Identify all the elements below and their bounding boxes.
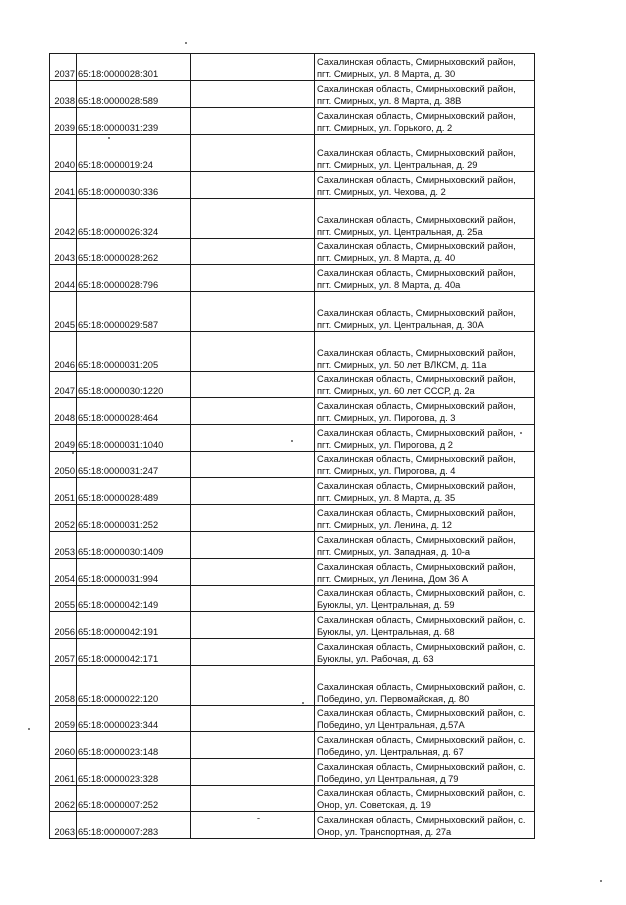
address-line-1: Сахалинская область, Смирныховский район, (317, 241, 516, 252)
scan-speck (108, 137, 110, 139)
cadastral-number: 65:18:0000028:489 (77, 478, 191, 505)
address-line-1: Сахалинская область, Смирныховский район, (317, 374, 516, 385)
cadastral-number: 65:18:0000029:587 (77, 292, 191, 332)
table-row (50, 425, 535, 452)
address-line-2: пгт. Смирных, ул. Пирогова, д. 3 (317, 412, 456, 423)
cadastral-number: 65:18:0000031:239 (77, 108, 191, 135)
address-cell (315, 239, 535, 265)
address-cell (315, 265, 535, 292)
empty-cell (191, 332, 315, 372)
empty-cell (191, 292, 315, 332)
address-line-2: пгт. Смирных, ул. 60 лет СССР, д. 2а (317, 385, 475, 396)
row-number: 2056 (50, 612, 77, 639)
cadastral-number: 65:18:0000031:205 (77, 332, 191, 372)
empty-cell (191, 199, 315, 239)
table-row (50, 199, 535, 239)
empty-cell (191, 759, 315, 786)
address-cell (315, 108, 535, 135)
address-line-1: Сахалинская область, Смирныховский район, (317, 454, 516, 465)
cadastral-number: 65:18:0000042:191 (77, 612, 191, 639)
address-line-2: пгт. Смирных, ул. Ленина, д. 12 (317, 519, 452, 530)
cadastral-number: 65:18:0000031:247 (77, 452, 191, 478)
table-row (50, 559, 535, 586)
address-line-1: Сахалинская область, Смирныховский район, (317, 268, 516, 279)
cadastral-number: 65:18:0000030:1409 (77, 532, 191, 559)
address-cell (315, 639, 535, 666)
address-line-1: Сахалинская область, Смирныховский район, (317, 175, 516, 186)
table-row (50, 532, 535, 559)
address-line-2: Победино, ул Центральная, д.57А (317, 719, 465, 730)
empty-cell (191, 108, 315, 135)
empty-cell (191, 586, 315, 612)
table-row (50, 292, 535, 332)
row-number: 2051 (50, 478, 77, 505)
address-cell (315, 612, 535, 639)
empty-cell (191, 812, 315, 839)
row-number: 2053 (50, 532, 77, 559)
table-row (50, 398, 535, 425)
row-number: 2062 (50, 786, 77, 812)
row-number: 2061 (50, 759, 77, 786)
table-row (50, 372, 535, 398)
cadastral-number: 65:18:0000030:1220 (77, 372, 191, 398)
cadastral-number: 65:18:0000028:796 (77, 265, 191, 292)
row-number: 2047 (50, 372, 77, 398)
table-row (50, 639, 535, 666)
table-row (50, 265, 535, 292)
address-line-2: пгт. Смирных, ул. Пирогова, д. 4 (317, 465, 456, 476)
scan-speck (28, 728, 30, 730)
address-line-1: Сахалинская область, Смирныховский район, (317, 508, 516, 519)
address-line-1: Сахалинская область, Смирныховский район, (317, 348, 516, 359)
empty-cell (191, 478, 315, 505)
cadastral-number: 65:18:0000028:301 (77, 54, 191, 81)
cadastral-number: 65:18:0000031:252 (77, 505, 191, 532)
address-cell (315, 812, 535, 839)
table-row (50, 505, 535, 532)
table-row (50, 666, 535, 706)
address-cell (315, 586, 535, 612)
address-line-1: Сахалинская область, Смирныховский район, с. (317, 615, 526, 626)
scan-speck (72, 452, 74, 454)
row-number: 2046 (50, 332, 77, 372)
cadastral-number: 65:18:0000023:328 (77, 759, 191, 786)
table-row (50, 732, 535, 759)
scan-speck (291, 440, 293, 442)
empty-cell (191, 135, 315, 172)
address-cell (315, 732, 535, 759)
address-line-2: пгт. Смирных, ул. Центральная, д. 30А (317, 319, 484, 330)
address-line-1: Сахалинская область, Смирныховский район, (317, 481, 516, 492)
address-line-2: пгт. Смирных, ул. Пирогова, д 2 (317, 439, 453, 450)
address-line-2: пгт. Смирных, ул. Центральная, д. 25а (317, 226, 483, 237)
empty-cell (191, 398, 315, 425)
empty-cell (191, 612, 315, 639)
scan-speck (600, 880, 602, 882)
address-cell (315, 292, 535, 332)
address-line-2: пгт. Смирных, ул. 8 Марта, д. 40а (317, 279, 461, 290)
address-line-2: пгт. Смирных, ул. 50 лет ВЛКСМ, д. 11а (317, 359, 487, 370)
address-line-1: Сахалинская область, Смирныховский район, (317, 215, 516, 226)
empty-cell (191, 532, 315, 559)
empty-cell (191, 559, 315, 586)
table-row (50, 172, 535, 199)
empty-cell (191, 172, 315, 199)
empty-cell (191, 54, 315, 81)
empty-cell (191, 639, 315, 666)
table-row (50, 135, 535, 172)
address-cell (315, 425, 535, 452)
row-number: 2050 (50, 452, 77, 478)
address-line-1: Сахалинская область, Смирныховский район, (317, 57, 516, 68)
cadastral-number: 65:18:0000031:1040 (77, 425, 191, 452)
address-line-1: Сахалинская область, Смирныховский район, (317, 562, 516, 573)
table-row (50, 786, 535, 812)
address-line-1: Сахалинская область, Смирныховский район, (317, 84, 516, 95)
empty-cell (191, 452, 315, 478)
address-line-2: Буюклы, ул. Рабочая, д. 63 (317, 653, 434, 664)
row-number: 2058 (50, 666, 77, 706)
address-line-1: Сахалинская область, Смирныховский район, с. (317, 588, 526, 599)
cadastral-number: 65:18:0000022:120 (77, 666, 191, 706)
row-number: 2039 (50, 108, 77, 135)
row-number: 2040 (50, 135, 77, 172)
cadastral-number: 65:18:0000042:149 (77, 586, 191, 612)
address-line-2: Победино, ул. Центральная, д. 67 (317, 746, 464, 757)
address-line-1: Сахалинская область, Смирныховский район, (317, 111, 516, 122)
cadastral-number: 65:18:0000023:344 (77, 706, 191, 732)
table-row (50, 108, 535, 135)
address-line-2: пгт. Смирных, ул. 8 Марта, д. 30 (317, 68, 456, 79)
address-cell (315, 54, 535, 81)
table-row (50, 332, 535, 372)
table-row (50, 478, 535, 505)
row-number: 2044 (50, 265, 77, 292)
row-number: 2042 (50, 199, 77, 239)
empty-cell (191, 786, 315, 812)
address-line-1: Сахалинская область, Смирныховский район, (317, 148, 516, 159)
address-line-1: Сахалинская область, Смирныховский район, с. (317, 788, 526, 799)
row-number: 2063 (50, 812, 77, 839)
address-line-1: Сахалинская область, Смирныховский район, с. (317, 682, 526, 693)
address-line-1: Сахалинская область, Смирныховский район, (317, 308, 516, 319)
table-row (50, 586, 535, 612)
row-number: 2043 (50, 239, 77, 265)
property-registry-table (49, 53, 535, 839)
table-row (50, 452, 535, 478)
cadastral-number: 65:18:0000019:24 (77, 135, 191, 172)
address-line-2: Онор, ул. Транспортная, д. 27а (317, 826, 452, 837)
scan-speck (302, 702, 304, 704)
row-number: 2057 (50, 639, 77, 666)
address-line-2: пгт. Смирных, ул. 8 Марта, д. 40 (317, 252, 456, 263)
row-number: 2045 (50, 292, 77, 332)
row-number: 2055 (50, 586, 77, 612)
table-row (50, 239, 535, 265)
row-number: 2052 (50, 505, 77, 532)
address-line-1: Сахалинская область, Смирныховский район, (317, 401, 516, 412)
table-row (50, 612, 535, 639)
address-cell (315, 759, 535, 786)
address-line-1: Сахалинская область, Смирныховский район, (317, 535, 516, 546)
address-line-2: пгт. Смирных, ул. Западная, д. 10-а (317, 546, 471, 557)
cadastral-number: 65:18:0000028:262 (77, 239, 191, 265)
address-cell (315, 532, 535, 559)
address-cell (315, 786, 535, 812)
address-cell (315, 398, 535, 425)
address-cell (315, 666, 535, 706)
address-line-1: Сахалинская область, Смирныховский район, с. (317, 815, 526, 826)
address-line-2: Победино, ул Центральная, д 79 (317, 773, 459, 784)
row-number: 2054 (50, 559, 77, 586)
row-number: 2049 (50, 425, 77, 452)
table-row (50, 54, 535, 81)
address-line-2: пгт. Смирных, ул. Горького, д. 2 (317, 122, 453, 133)
address-line-2: пгт. Смирных, ул Ленина, Дом 36 А (317, 573, 469, 584)
address-cell (315, 706, 535, 732)
empty-cell (191, 706, 315, 732)
table-row (50, 812, 535, 839)
row-number: 2060 (50, 732, 77, 759)
cadastral-number: 65:18:0000026:324 (77, 199, 191, 239)
cadastral-number: 65:18:0000023:148 (77, 732, 191, 759)
empty-cell (191, 732, 315, 759)
cadastral-number: 65:18:0000028:464 (77, 398, 191, 425)
table-row (50, 81, 535, 108)
empty-cell (191, 425, 315, 452)
address-cell (315, 559, 535, 586)
cadastral-number: 65:18:0000042:171 (77, 639, 191, 666)
row-number: 2048 (50, 398, 77, 425)
address-line-2: пгт. Смирных, ул. 8 Марта, д. 38В (317, 95, 462, 106)
address-line-2: Победино, ул. Первомайская, д. 80 (317, 693, 470, 704)
address-cell (315, 505, 535, 532)
address-line-2: Буюклы, ул. Центральная, д. 59 (317, 599, 455, 610)
empty-cell (191, 666, 315, 706)
address-line-2: пгт. Смирных, ул. Центральная, д. 29 (317, 159, 478, 170)
table-body (50, 54, 535, 839)
address-line-2: пгт. Смирных, ул. 8 Марта, д. 35 (317, 492, 456, 503)
address-cell (315, 478, 535, 505)
address-line-2: Онор, ул. Советская, д. 19 (317, 799, 431, 810)
address-line-1: Сахалинская область, Смирныховский район, с. (317, 735, 526, 746)
address-line-1: Сахалинская область, Смирныховский район, с. (317, 708, 526, 719)
scan-speck (185, 42, 187, 44)
address-line-1: Сахалинская область, Смирныховский район, с. (317, 642, 526, 653)
address-cell (315, 135, 535, 172)
table-row (50, 706, 535, 732)
address-line-1: Сахалинская область, Смирныховский район, (317, 428, 516, 439)
address-cell (315, 172, 535, 199)
row-number: 2038 (50, 81, 77, 108)
empty-cell (191, 505, 315, 532)
address-line-2: пгт. Смирных, ул. Чехова, д. 2 (317, 186, 446, 197)
address-cell (315, 372, 535, 398)
address-cell (315, 81, 535, 108)
address-line-2: Буюклы, ул. Центральная, д. 68 (317, 626, 455, 637)
empty-cell (191, 372, 315, 398)
address-cell (315, 452, 535, 478)
table-row (50, 759, 535, 786)
empty-cell (191, 81, 315, 108)
address-cell (315, 199, 535, 239)
cadastral-number: 65:18:0000030:336 (77, 172, 191, 199)
row-number: 2041 (50, 172, 77, 199)
cadastral-number: 65:18:0000007:252 (77, 786, 191, 812)
scan-speck (520, 432, 522, 434)
cadastral-number: 65:18:0000031:994 (77, 559, 191, 586)
row-number: 2037 (50, 54, 77, 81)
empty-cell (191, 265, 315, 292)
cadastral-number: 65:18:0000007:283 (77, 812, 191, 839)
scan-speck (257, 818, 260, 819)
registry-page (49, 53, 535, 839)
empty-cell (191, 239, 315, 265)
cadastral-number: 65:18:0000028:589 (77, 81, 191, 108)
address-cell (315, 332, 535, 372)
row-number: 2059 (50, 706, 77, 732)
address-line-1: Сахалинская область, Смирныховский район, с. (317, 762, 526, 773)
